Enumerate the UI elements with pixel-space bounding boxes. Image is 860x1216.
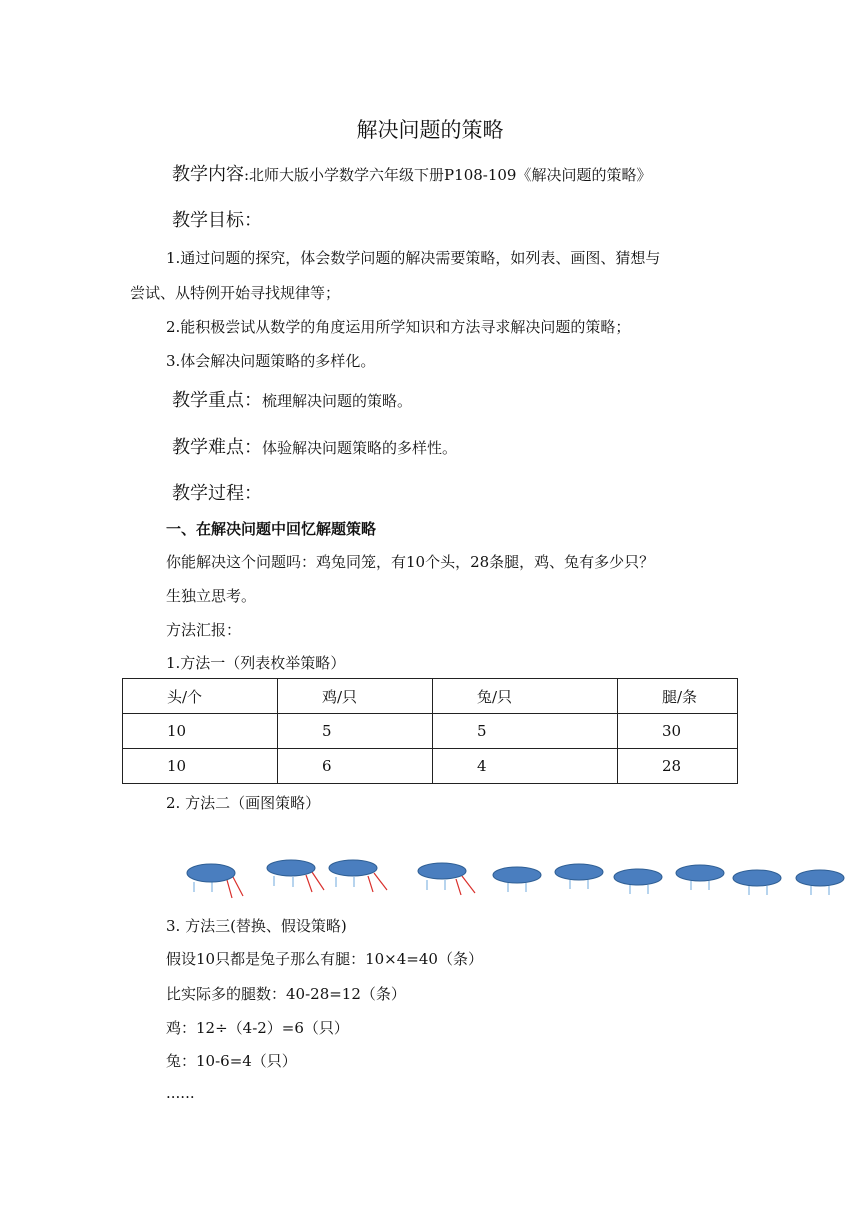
difficulty-label: 教学难点： [172,437,262,458]
chicken-rabbit-drawing [0,850,860,910]
table-row [123,714,738,749]
rabbit-figure [267,860,324,892]
chicken-figure [733,870,781,895]
goals-heading: 教学目标： [172,210,262,231]
goal-3: 3.体会解决问题策略的多样化。 [166,352,376,370]
chicken-figure [493,867,541,892]
content-label: 教学内容 [172,164,244,185]
difficulty-line [172,433,457,459]
table-cell: 5 [433,714,618,749]
table-header-row [123,679,738,714]
method-2-heading: 2. 方法二（画图策略） [166,794,321,812]
method-1-heading: 1.方法一（列表枚举策略） [166,654,346,672]
table-header-cell: 鸡/只 [278,679,433,714]
table-cell: 5 [278,714,433,749]
section-1-heading: 一、在解决问题中回忆解题策略 [166,520,377,538]
chicken-figure [555,864,603,889]
goal-2: 2.能积极尝试从数学的角度运用所学知识和方法寻求解决问题的策略； [166,318,631,336]
table-header-cell: 兔/只 [433,679,618,714]
table-header-cell: 腿/条 [618,679,738,714]
table-cell: 4 [433,749,618,784]
table-cell: 30 [618,714,738,749]
key-text: 梳理解决问题的策略。 [262,392,413,410]
think-text: 生独立思考。 [166,587,257,605]
calc-line-4: 兔：10-6=4（只） [166,1052,297,1070]
page-title: 解决问题的策略 [356,118,504,142]
table-cell: 10 [123,714,278,749]
chicken-figure [614,869,662,894]
calc-line-3: 鸡：12÷（4-2）=6（只） [166,1019,349,1037]
question-text: 你能解决这个问题吗：鸡兔同笼，有10个头，28条腿，鸡、兔有多少只？ [166,553,655,571]
table-cell: 10 [123,749,278,784]
ellipsis-text: ...... [166,1084,195,1102]
calc-line-1: 假设10只都是兔子那么有腿：10×4=40（条） [166,950,483,968]
chicken-figure [676,865,724,890]
rabbit-figure [187,864,243,898]
goal-1-line-2: 尝试、从特例开始寻找规律等； [130,284,341,302]
table-cell: 28 [618,749,738,784]
difficulty-text: 体验解决问题策略的多样性。 [262,439,458,457]
chicken-figure [796,870,844,895]
table-header-cell: 头/个 [123,679,278,714]
content-line [172,160,651,186]
table-cell: 6 [278,749,433,784]
method-3-heading: 3. 方法三(替换、假设策略) [166,917,347,935]
enumeration-table [122,678,738,784]
key-label: 教学重点： [172,390,262,411]
key-point-line [172,386,412,412]
process-heading: 教学过程： [172,483,262,504]
goal-1-line-1: 1.通过问题的探究，体会数学问题的解决需要策略，如列表、画图、猜想与 [166,249,661,267]
report-text: 方法汇报： [166,621,242,639]
rabbit-figure [418,863,475,895]
calc-line-2: 比实际多的腿数：40-28=12（条） [166,985,406,1003]
table-row [123,749,738,784]
rabbit-figure [329,860,387,892]
content-text: :北师大版小学数学六年级下册P108-109《解决问题的策略》 [244,166,652,184]
